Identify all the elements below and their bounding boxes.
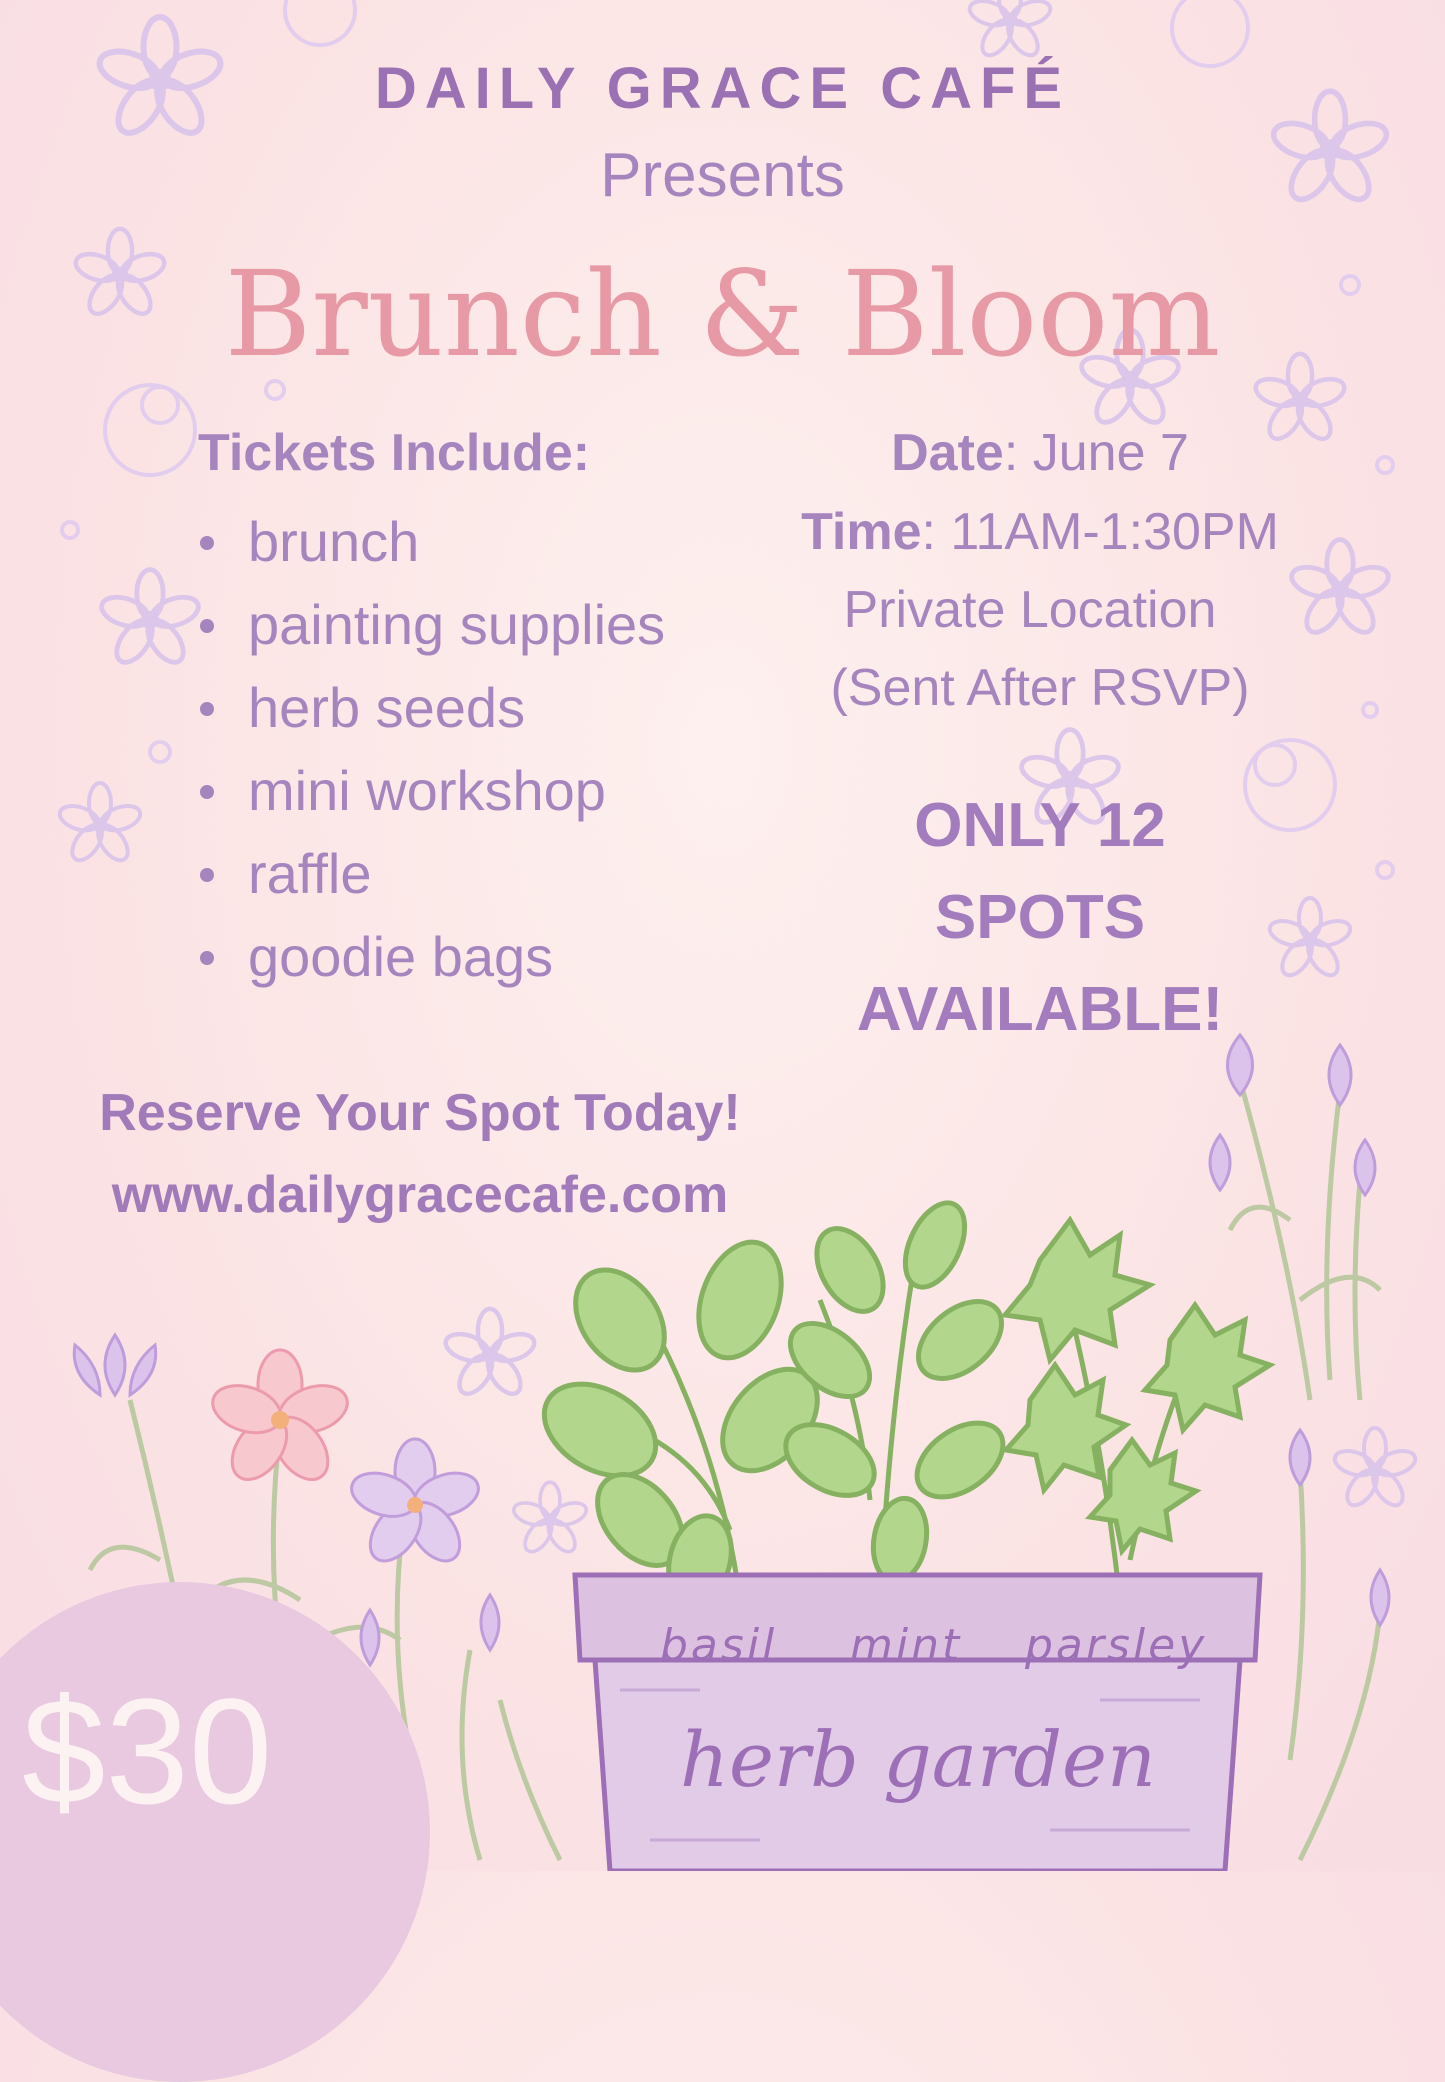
- herb-label-parsley: parsley: [1025, 1620, 1208, 1671]
- spots-line-2: SPOTS: [934, 883, 1146, 952]
- presents-text: Presents: [600, 141, 845, 210]
- list-item: painting supplies: [198, 583, 665, 666]
- event-time: [740, 502, 1340, 562]
- purple-flower-icon: [346, 1439, 484, 1570]
- location-note: (Sent After RSVP): [830, 659, 1250, 717]
- pink-flower-icon: [207, 1350, 354, 1490]
- herb-label-basil: basil: [660, 1620, 778, 1671]
- time-label: Time: [801, 503, 922, 561]
- spots-line-3: AVAILABLE!: [856, 975, 1224, 1044]
- reserve-text: Reserve Your Spot Today!: [99, 1084, 741, 1142]
- call-to-action: [0, 1072, 840, 1236]
- event-title: Brunch & Bloom: [224, 245, 1221, 383]
- spots-available: [740, 780, 1340, 1056]
- brand-name: DAILY GRACE CAFÉ: [374, 56, 1071, 121]
- list-item: brunch: [198, 500, 665, 583]
- website-link[interactable]: www.dailygracecafe.com: [111, 1166, 729, 1224]
- spots-line-1: ONLY 12: [914, 791, 1166, 860]
- event-date: [740, 423, 1340, 483]
- tickets-heading: Tickets Include:: [198, 424, 591, 482]
- basil-plant: [528, 1231, 836, 1612]
- tickets-list: [198, 500, 665, 998]
- date-value: : June 7: [1003, 424, 1189, 482]
- list-item: mini workshop: [198, 749, 665, 832]
- date-label: Date: [891, 424, 1004, 482]
- list-item: raffle: [198, 832, 665, 915]
- herb-label-mint: mint: [850, 1620, 963, 1671]
- time-value: : 11AM-1:30PM: [921, 503, 1279, 561]
- parsley-plant: [1005, 1220, 1270, 1600]
- pot-label: herb garden: [680, 1715, 1156, 1804]
- event-location: Private Location: [843, 581, 1217, 639]
- list-item: goodie bags: [198, 915, 665, 998]
- list-item: herb seeds: [198, 666, 665, 749]
- price-text: $30: [22, 1667, 273, 1835]
